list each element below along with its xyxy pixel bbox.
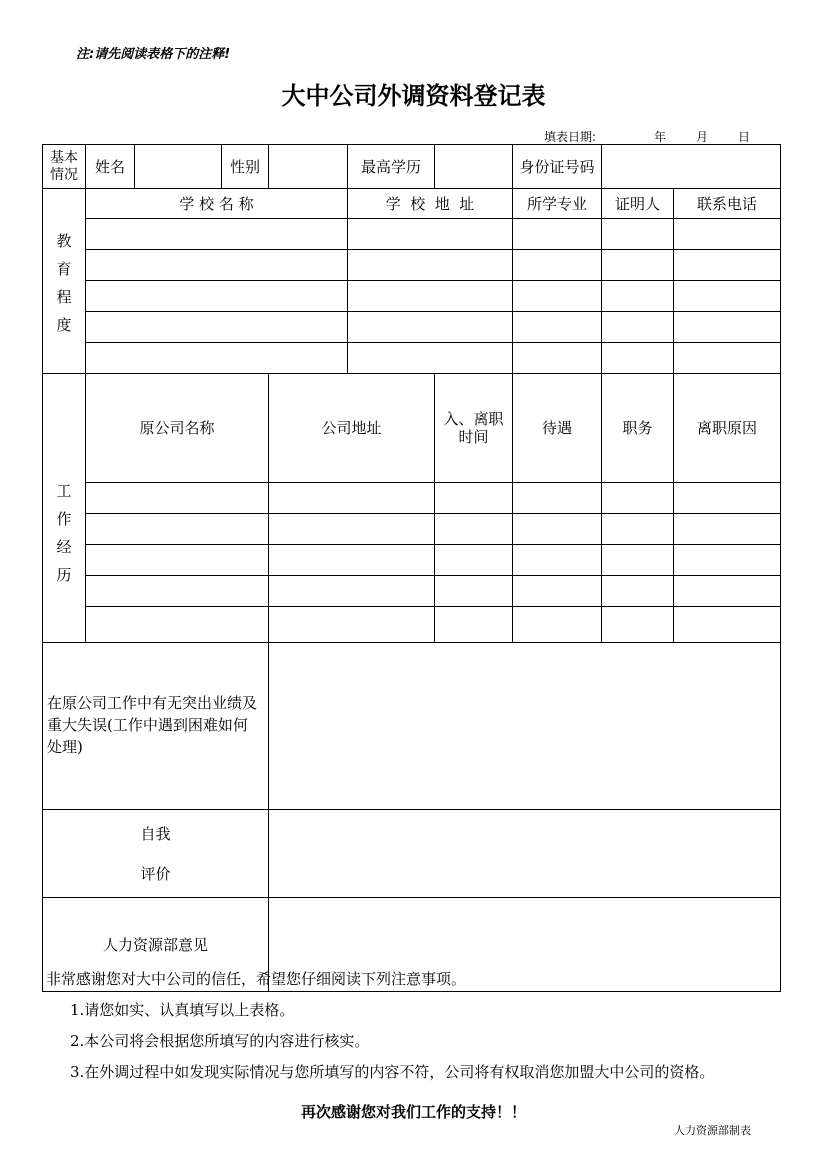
position-cell[interactable] xyxy=(602,576,674,607)
major-cell[interactable] xyxy=(513,250,602,281)
salary-cell[interactable] xyxy=(513,483,602,514)
position-cell[interactable] xyxy=(602,607,674,643)
edu-phone-cell[interactable] xyxy=(674,281,781,312)
education-row xyxy=(43,281,781,312)
employment-dates-cell[interactable] xyxy=(435,607,513,643)
company-address-cell[interactable] xyxy=(269,576,435,607)
edu-witness-cell[interactable] xyxy=(602,219,674,250)
hr-opinion-label: 人力资源部意见 xyxy=(43,898,269,992)
major-cell[interactable] xyxy=(513,281,602,312)
major-cell[interactable] xyxy=(513,343,602,374)
employment-dates-cell[interactable] xyxy=(435,576,513,607)
edu-phone-cell[interactable] xyxy=(674,343,781,374)
company-address-cell[interactable] xyxy=(269,514,435,545)
registration-form-table xyxy=(42,144,781,992)
company-address-cell[interactable] xyxy=(269,545,435,576)
self-evaluation-field[interactable] xyxy=(269,810,781,898)
employment-dates-cell[interactable] xyxy=(435,514,513,545)
fill-date-day[interactable]: 日 xyxy=(738,130,751,144)
instruction-item: 1.请您如实、认真填写以上表格。 xyxy=(70,1001,295,1019)
education-row xyxy=(43,219,781,250)
major-cell[interactable] xyxy=(513,219,602,250)
salary-cell[interactable] xyxy=(513,514,602,545)
salary-cell[interactable] xyxy=(513,576,602,607)
edu-phone-cell[interactable] xyxy=(674,312,781,343)
position-cell[interactable] xyxy=(602,483,674,514)
id-number-label: 身份证号码 xyxy=(513,145,602,189)
position-header: 职务 xyxy=(602,374,674,483)
thanks-message: 再次感谢您对我们工作的支持！！ xyxy=(300,1103,526,1121)
performance-field[interactable] xyxy=(269,643,781,810)
company-name-cell[interactable] xyxy=(86,483,269,514)
edu-witness-cell[interactable] xyxy=(602,343,674,374)
edu-phone-cell[interactable] xyxy=(674,250,781,281)
leave-reason-cell[interactable] xyxy=(674,545,781,576)
school-name-header: 学 校 名 称 xyxy=(86,189,348,219)
edu-witness-cell[interactable] xyxy=(602,250,674,281)
fill-date-label: 填表日期: xyxy=(544,130,597,144)
work-row xyxy=(43,545,781,576)
school-name-cell[interactable] xyxy=(86,219,348,250)
company-address-cell[interactable] xyxy=(269,483,435,514)
position-cell[interactable] xyxy=(602,545,674,576)
salary-header: 待遇 xyxy=(513,374,602,483)
form-maker: 人力资源部制表 xyxy=(674,1124,751,1137)
work-row xyxy=(43,576,781,607)
company-name-header: 原公司名称 xyxy=(86,374,269,483)
work-row xyxy=(43,607,781,643)
education-section-label: 教 育 程 度 xyxy=(43,189,86,374)
education-row xyxy=(43,343,781,374)
company-name-cell[interactable] xyxy=(86,607,269,643)
school-address-cell[interactable] xyxy=(348,281,513,312)
school-name-cell[interactable] xyxy=(86,281,348,312)
work-section-label: 工 作 经 历 xyxy=(43,374,86,643)
major-cell[interactable] xyxy=(513,312,602,343)
edu-phone-cell[interactable] xyxy=(674,219,781,250)
salary-cell[interactable] xyxy=(513,545,602,576)
edu-witness-cell[interactable] xyxy=(602,312,674,343)
edu-witness-cell[interactable] xyxy=(602,281,674,312)
position-cell[interactable] xyxy=(602,514,674,545)
basic-section-label: 基本情况 xyxy=(43,145,86,189)
leave-reason-cell[interactable] xyxy=(674,514,781,545)
work-row xyxy=(43,514,781,545)
self-evaluation-label: 自我 评价 xyxy=(43,810,269,898)
education-header-row xyxy=(43,189,781,219)
instructions xyxy=(46,964,714,1088)
leave-reason-header: 离职原因 xyxy=(674,374,781,483)
school-address-cell[interactable] xyxy=(348,312,513,343)
edu-witness-header: 证明人 xyxy=(602,189,674,219)
fill-date-year[interactable]: 年 xyxy=(654,130,667,144)
performance-row xyxy=(43,643,781,810)
edu-phone-header: 联系电话 xyxy=(674,189,781,219)
school-name-cell[interactable] xyxy=(86,250,348,281)
school-name-cell[interactable] xyxy=(86,312,348,343)
salary-cell[interactable] xyxy=(513,607,602,643)
work-header-row xyxy=(43,374,781,483)
instruction-item: 3.在外调过程中如发现实际情况与您所填写的内容不符，公司将有权取消您加盟大中公司的资格。 xyxy=(70,1063,715,1081)
employment-dates-cell[interactable] xyxy=(435,483,513,514)
name-label: 姓名 xyxy=(86,145,135,189)
page-title: 大中公司外调资料登记表 xyxy=(281,82,546,110)
major-header: 所学专业 xyxy=(513,189,602,219)
company-name-cell[interactable] xyxy=(86,576,269,607)
education-level-field[interactable] xyxy=(435,145,513,189)
performance-label: 在原公司工作中有无突出业绩及重大失误(工作中遇到困难如何处理) xyxy=(43,643,269,810)
company-address-header: 公司地址 xyxy=(269,374,435,483)
gender-label: 性别 xyxy=(222,145,269,189)
employment-dates-header: 入、离职时间 xyxy=(435,374,513,483)
company-name-cell[interactable] xyxy=(86,514,269,545)
basic-info-row xyxy=(43,145,781,189)
school-address-header: 学 校 地 址 xyxy=(348,189,513,219)
gender-field[interactable] xyxy=(269,145,348,189)
school-address-cell[interactable] xyxy=(348,343,513,374)
employment-dates-cell[interactable] xyxy=(435,545,513,576)
education-row xyxy=(43,250,781,281)
leave-reason-cell[interactable] xyxy=(674,483,781,514)
fill-date-month[interactable]: 月 xyxy=(696,130,709,144)
school-address-cell[interactable] xyxy=(348,219,513,250)
instruction-item: 2.本公司将会根据您所填写的内容进行核实。 xyxy=(70,1032,370,1050)
leave-reason-cell[interactable] xyxy=(674,576,781,607)
company-name-cell[interactable] xyxy=(86,545,269,576)
education-row xyxy=(43,312,781,343)
education-level-label: 最高学历 xyxy=(348,145,435,189)
work-row xyxy=(43,483,781,514)
reading-note: 注:请先阅读表格下的注释! xyxy=(76,47,231,62)
name-field[interactable] xyxy=(135,145,222,189)
instructions-intro: 非常感谢您对大中公司的信任，希望您仔细阅读下列注意事项。 xyxy=(46,970,467,988)
company-address-cell[interactable] xyxy=(269,607,435,643)
leave-reason-cell[interactable] xyxy=(674,607,781,643)
school-address-cell[interactable] xyxy=(348,250,513,281)
id-number-field[interactable] xyxy=(602,145,781,189)
self-evaluation-row xyxy=(43,810,781,898)
school-name-cell[interactable] xyxy=(86,343,348,374)
